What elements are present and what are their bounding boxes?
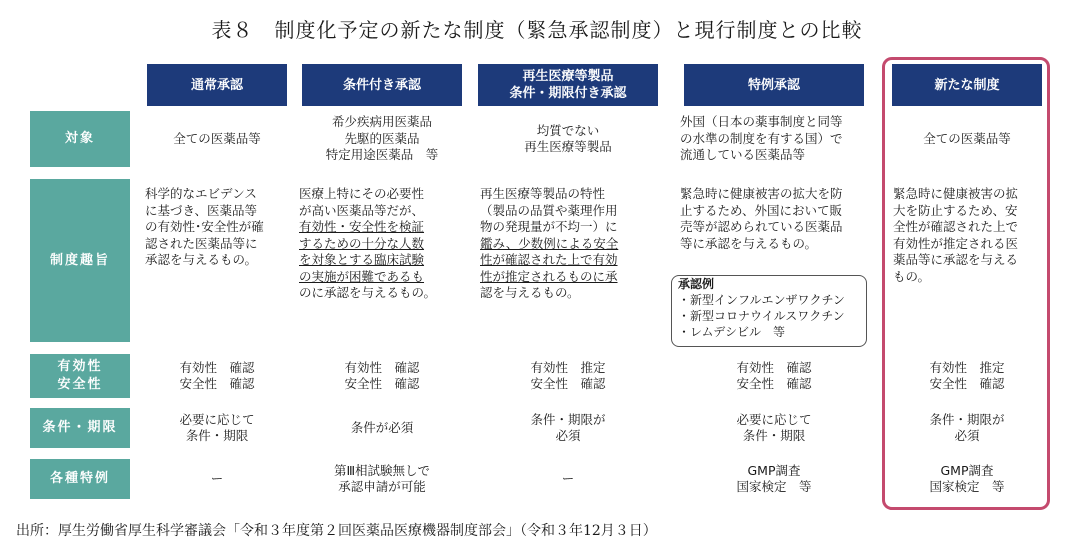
col-header-conditional-approval	[302, 64, 462, 106]
row-label-conditions: 条件・期限	[30, 408, 130, 448]
cell-purpose-conditional: 医療上特にその必要性 が高い医薬品等だが、 有効性・安全性を検証 するための十分な人数 を対象とする臨床試験 の実施が困難であるも のに承認を与えるもの。	[299, 186, 437, 300]
col-header-special-approval	[684, 64, 864, 106]
page-title: 表８ 制度化予定の新たな制度（緊急承認制度）と現行制度との比較	[211, 18, 863, 42]
col-header-label: 条件付き承認	[342, 77, 421, 93]
cell-efficacy-regenerative: 有効性 推定 安全性 確認	[530, 359, 606, 391]
cell-efficacy-special: 有効性 確認 安全性 確認	[736, 359, 812, 391]
cell-purpose-new: 緊急時に健康被害の拡 大を防止するため、安 全性が確認された上で 有効性が推定される医 薬品等に承認を与える もの。	[893, 186, 1019, 284]
cell-special-special: GMP調査 国家検定 等	[736, 462, 812, 494]
cell-special-new: GMP調査 国家検定 等	[929, 462, 1005, 494]
col-header-label: 特例承認	[747, 77, 800, 93]
cell-conditions-conditional: 条件が必須	[350, 419, 414, 435]
cell-conditions-regenerative: 条件・期限が 必須	[530, 411, 606, 443]
cell-conditions-normal: 必要に応じて 条件・期限	[179, 411, 255, 443]
col-header-label: 新たな制度	[934, 77, 1000, 93]
cell-conditions-special: 必要に応じて 条件・期限	[736, 411, 812, 443]
col-header-label: 通常承認	[190, 77, 243, 93]
col-header-normal-approval	[147, 64, 287, 106]
row-label-purpose: 制度趣旨	[30, 179, 130, 342]
row-label-target: 対象	[30, 111, 130, 167]
cell-efficacy-new: 有効性 推定 安全性 確認	[929, 359, 1005, 391]
cell-special-conditional: 第Ⅲ相試験無しで 承認申請が可能	[333, 462, 431, 494]
cell-target-normal: 全ての医薬品等	[173, 130, 261, 146]
cell-target-regenerative: 均質でない 再生医療等製品	[524, 122, 612, 154]
row-label-efficacy-safety: 有効性 安全性	[30, 354, 130, 398]
cell-purpose-normal: 科学的なエビデンス に基づき、医薬品等 の有効性･安全性が確 認された医薬品等に 承認を与えるもの。	[145, 186, 264, 267]
cell-target-new: 全ての医薬品等	[923, 130, 1011, 146]
cell-special-normal: ー	[210, 470, 224, 486]
cell-purpose-regenerative: 再生医療等製品の特性 （製品の品質や薬理作用 物の発現量が不均一）に 鑑み、少数例による安全 性が確認された上で有効 性が推定されるものに承 認を与えるもの。	[480, 186, 619, 300]
cell-target-conditional: 希少疾病用医薬品 先駆的医薬品 特定用途医薬品 等	[325, 114, 439, 163]
cell-purpose-special: 緊急時に健康被害の拡大を防 止するため、外国において販 売等が認められている医薬品 等に承認を与えるもの。	[680, 186, 843, 251]
cell-special-regenerative: ー	[561, 470, 575, 486]
approval-examples: 承認例 ・新型インフルエンザワクチン ・新型コロナウイルスワクチン ・レムデシビル 等	[678, 277, 845, 339]
cell-efficacy-conditional: 有効性 確認 安全性 確認	[344, 359, 420, 391]
source-note: 出所：厚生労働省厚生科学審議会「令和３年度第２回医薬品医療機器制度部会」（令和３年12月３日）	[16, 523, 657, 539]
col-header-regenerative-approval	[478, 64, 658, 106]
col-header-label: 再生医療等製品	[522, 69, 614, 84]
new-system-highlight-frame	[882, 57, 1050, 510]
col-header-label: 条件・期限付き承認	[509, 86, 627, 101]
cell-efficacy-normal: 有効性 確認 安全性 確認	[179, 359, 255, 391]
row-label-special: 各種特例	[30, 459, 130, 499]
cell-conditions-new: 条件・期限が 必須	[929, 411, 1005, 443]
cell-target-special: 外国（日本の薬事制度と同等 の水準の制度を有する国）で 流通している医薬品等	[680, 114, 843, 163]
